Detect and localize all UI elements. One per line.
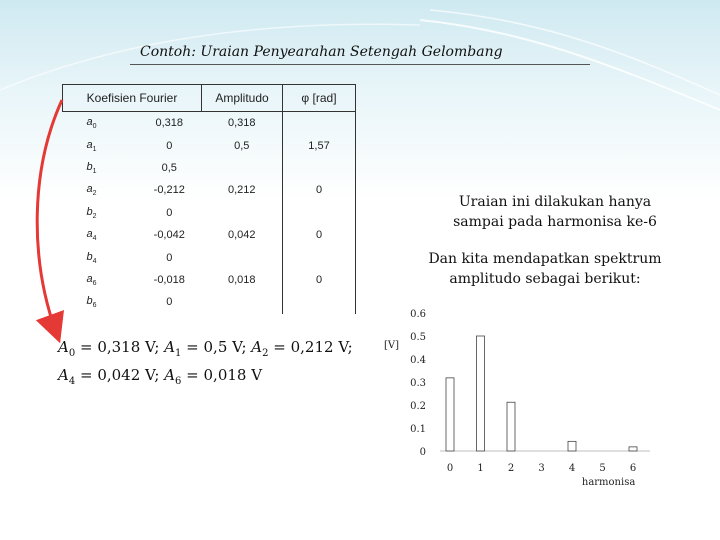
y-tick-label: 0.1 bbox=[410, 424, 426, 435]
note-harmonics-line1: Uraian ini dilakukan hanya bbox=[458, 194, 652, 210]
bar-harmonic-2 bbox=[507, 402, 515, 451]
x-axis-label: harmonisa bbox=[581, 477, 636, 488]
coef-symbol: $b_2$ bbox=[86, 205, 97, 220]
note-harmonics-line2: sampai pada harmonisa ke-6 bbox=[453, 214, 657, 230]
phase-value: 1,57 bbox=[283, 134, 356, 156]
x-tick-label: 5 bbox=[599, 463, 606, 474]
phase-value: 0 bbox=[283, 224, 356, 246]
x-tick-label: 3 bbox=[538, 463, 545, 474]
bar-harmonic-4 bbox=[568, 441, 576, 451]
coef-symbol: $b_6$ bbox=[86, 295, 97, 310]
coef-value: 0 bbox=[166, 296, 173, 309]
header-amplitudo: Amplitudo bbox=[202, 85, 283, 112]
x-tick-label: 6 bbox=[629, 463, 637, 474]
equation-term: $A_0 = 0,318$ V; bbox=[58, 338, 165, 359]
coef-subscript: 1 bbox=[92, 167, 97, 175]
x-tick-label: 4 bbox=[568, 463, 576, 474]
coef-value: 0,318 bbox=[155, 117, 184, 130]
amplitude-value: 0,5 bbox=[202, 134, 283, 156]
equation-term: $A_6 = 0,018$ V bbox=[164, 366, 263, 387]
coef-symbol: $b_1$ bbox=[86, 160, 97, 175]
slide-title: Contoh: Uraian Penyearahan Setengah Gelombang bbox=[140, 44, 503, 60]
amplitude-value: 0,018 bbox=[202, 269, 283, 291]
note-spectrum bbox=[395, 249, 695, 289]
coef-symbol: $b_4$ bbox=[86, 250, 97, 265]
coef-subscript: 4 bbox=[92, 235, 97, 243]
x-tick-label: 2 bbox=[507, 463, 515, 474]
equation-term: $A_1 = 0,5$ V; bbox=[164, 338, 252, 359]
bar-harmonic-0 bbox=[446, 378, 454, 451]
coef-value: 0 bbox=[166, 206, 173, 219]
coef-value: 0,5 bbox=[161, 161, 177, 174]
note-spectrum-line1: Dan kita mendapatkan spektrum bbox=[428, 251, 662, 267]
bar-harmonic-6 bbox=[629, 447, 637, 451]
amplitude-value: 0,042 bbox=[202, 224, 283, 246]
coef-symbol: $a_1$ bbox=[86, 138, 97, 153]
amplitude-value: 0,318 bbox=[202, 112, 283, 135]
coef-subscript: 2 bbox=[92, 212, 97, 220]
coef-symbol: $a_2$ bbox=[86, 183, 97, 198]
coef-value: 0 bbox=[166, 139, 173, 152]
header-phi: φ [rad] bbox=[283, 85, 356, 112]
coef-value: 0 bbox=[166, 251, 173, 264]
coef-symbol: $a_4$ bbox=[86, 228, 97, 243]
note-harmonics bbox=[410, 192, 700, 232]
header-koefisien: Koefisien Fourier bbox=[63, 85, 202, 112]
coef-value: -0,042 bbox=[153, 229, 185, 242]
curved-arrow bbox=[37, 100, 62, 332]
x-tick-label: 1 bbox=[477, 463, 484, 474]
y-tick-label: 0.2 bbox=[410, 401, 426, 412]
y-tick-label: 0 bbox=[419, 447, 426, 458]
coef-value: -0,018 bbox=[153, 273, 185, 286]
coef-subscript: 0 bbox=[92, 123, 97, 131]
y-tick-label: 0.6 bbox=[410, 309, 426, 320]
coef-subscript: 1 bbox=[92, 145, 97, 153]
phase-value: 0 bbox=[283, 179, 356, 201]
coef-subscript: 6 bbox=[92, 279, 97, 287]
coef-symbol: $a_6$ bbox=[86, 272, 97, 287]
phase-value: 0 bbox=[283, 269, 356, 291]
note-spectrum-line2: amplitudo sebagai berikut: bbox=[449, 271, 641, 287]
amplitude-spectrum-chart bbox=[380, 300, 680, 500]
equation-line-2 bbox=[58, 366, 262, 387]
amplitude-value: 0,212 bbox=[202, 179, 283, 201]
y-axis-label: [V] bbox=[384, 340, 400, 351]
coef-subscript: 2 bbox=[92, 190, 97, 198]
coef-subscript: 4 bbox=[92, 257, 97, 265]
coef-symbol: $a_0$ bbox=[86, 116, 97, 131]
bar-harmonic-1 bbox=[477, 336, 485, 451]
y-tick-label: 0.5 bbox=[410, 332, 426, 343]
coef-subscript: 6 bbox=[92, 302, 97, 310]
y-tick-label: 0.3 bbox=[410, 378, 426, 389]
coef-value: -0,212 bbox=[153, 184, 185, 197]
equation-line-1 bbox=[58, 338, 353, 359]
x-tick-label: 0 bbox=[446, 463, 454, 474]
y-tick-label: 0.4 bbox=[410, 355, 426, 366]
equation-term: $A_2 = 0,212$ V; bbox=[251, 338, 353, 359]
equation-term: $A_4 = 0,042$ V; bbox=[58, 366, 165, 387]
